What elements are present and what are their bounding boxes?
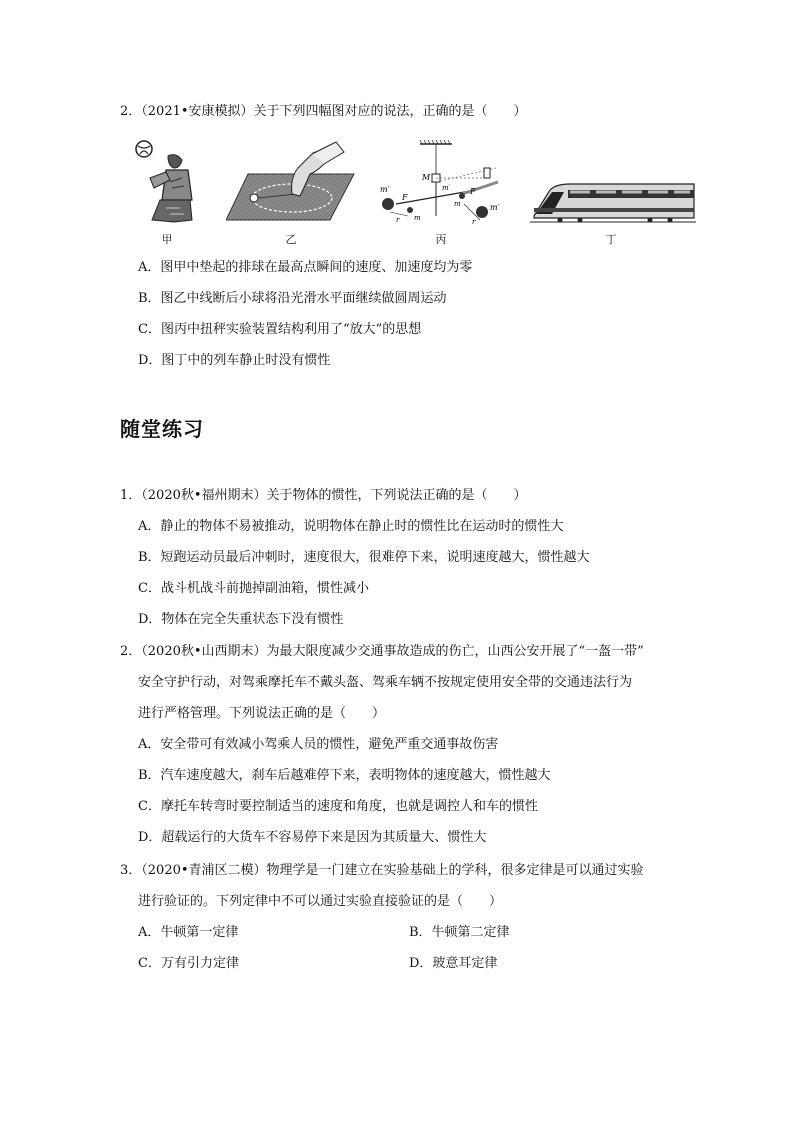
question-stem-line1: 2．（2020秋•山西期末）为最大限度减少交通事故造成的伤亡，山西公安开展了“一盔一带” bbox=[120, 644, 644, 659]
option-b[interactable]: B．汽车速度越大，刹车后越难停下来，表明物体的速度越大，惯性越大 bbox=[138, 768, 551, 783]
option-a[interactable]: A．静止的物体不易被推动，说明物体在静止时的惯性比在运动时的惯性大 bbox=[138, 519, 564, 534]
section-title: 随堂练习 bbox=[120, 417, 204, 441]
caption-jia: 甲 bbox=[161, 233, 173, 246]
question-stem-line2: 进行验证的。下列定律中不可以通过实验直接验证的是（ ） bbox=[138, 894, 503, 909]
option-a[interactable]: A．安全带可有效减小驾乘人员的惯性，避免严重交通事故伤害 bbox=[138, 737, 499, 752]
option-d[interactable]: D．超载运行的大货车不容易停下来是因为其质量大、惯性大 bbox=[138, 830, 487, 845]
option-d[interactable]: D．图丁中的列车静止时没有惯性 bbox=[138, 353, 331, 368]
caption-yi: 乙 bbox=[285, 233, 297, 246]
label-M: M bbox=[422, 173, 431, 182]
question-stem: 1．（2020秋•福州期末）关于物体的惯性，下列说法正确的是（ ） bbox=[120, 488, 527, 503]
label-F-left: F bbox=[402, 193, 408, 202]
option-a[interactable]: A．图甲中垫起的排球在最高点瞬间的速度、加速度均为零 bbox=[138, 260, 473, 275]
options-row-1 bbox=[120, 917, 680, 948]
option-c[interactable]: C．摩托车转弯时要控制适当的速度和角度，也就是调控人和车的惯性 bbox=[138, 799, 538, 814]
figure-yi-circular-motion bbox=[226, 138, 356, 228]
question-stem: 2．（2021•安康模拟）关于下列四幅图对应的说法，正确的是（ ） bbox=[120, 104, 527, 119]
label-r-right: r bbox=[472, 218, 476, 226]
figure-bing-torsion-balance bbox=[376, 138, 506, 228]
option-c[interactable]: C．万有引力定律 bbox=[138, 956, 239, 971]
option-b[interactable]: B．短跑运动员最后冲刺时，速度很大，很难停下来，说明速度越大，惯性越大 bbox=[138, 550, 590, 565]
label-m-prime-right: m′ bbox=[490, 203, 500, 212]
option-c[interactable]: C．战斗机战斗前抛掉副油箱，惯性减小 bbox=[138, 581, 369, 596]
question-stem-line2: 安全守护行动，对驾乘摩托车不戴头盔、驾乘车辆不按规定使用安全带的交通违法行为 bbox=[138, 675, 633, 690]
caption-bing: 丙 bbox=[435, 233, 447, 246]
option-b[interactable]: B．牛顿第二定律 bbox=[409, 925, 510, 940]
figure-strip bbox=[130, 138, 700, 248]
caption-ding: 丁 bbox=[605, 233, 617, 246]
label-F-right: F bbox=[470, 187, 476, 196]
option-d[interactable]: D．玻意耳定律 bbox=[409, 956, 498, 971]
question-prev-2-options bbox=[120, 252, 680, 376]
option-c[interactable]: C．图丙中扭秤实验装置结构利用了“放大”的思想 bbox=[138, 322, 422, 337]
question-stem-line3: 进行严格管理。下列说法正确的是（ ） bbox=[138, 706, 386, 721]
option-d[interactable]: D．物体在完全失重状态下没有惯性 bbox=[138, 612, 344, 627]
question-1 bbox=[120, 480, 680, 635]
option-b[interactable]: B．图乙中线断后小球将沿光滑水平面继续做圆周运动 bbox=[138, 291, 447, 306]
label-m-left: m bbox=[414, 214, 421, 222]
figure-ding-train bbox=[530, 138, 696, 228]
label-r-left: r bbox=[396, 216, 400, 224]
option-a[interactable]: A．牛顿第一定律 bbox=[138, 925, 239, 940]
question-prev-2 bbox=[120, 96, 680, 127]
label-m-right: m bbox=[454, 200, 461, 208]
options-row-2 bbox=[120, 948, 680, 979]
figure-jia-volleyball bbox=[130, 138, 200, 228]
label-m-prime-left: m′ bbox=[380, 185, 390, 194]
question-2 bbox=[120, 636, 680, 853]
question-3 bbox=[120, 855, 680, 979]
question-stem-line1: 3．（2020•青浦区二模）物理学是一门建立在实验基础上的学科，很多定律是可以通过实验 bbox=[120, 863, 644, 878]
label-m-prime-right-top: m′ bbox=[442, 184, 451, 192]
